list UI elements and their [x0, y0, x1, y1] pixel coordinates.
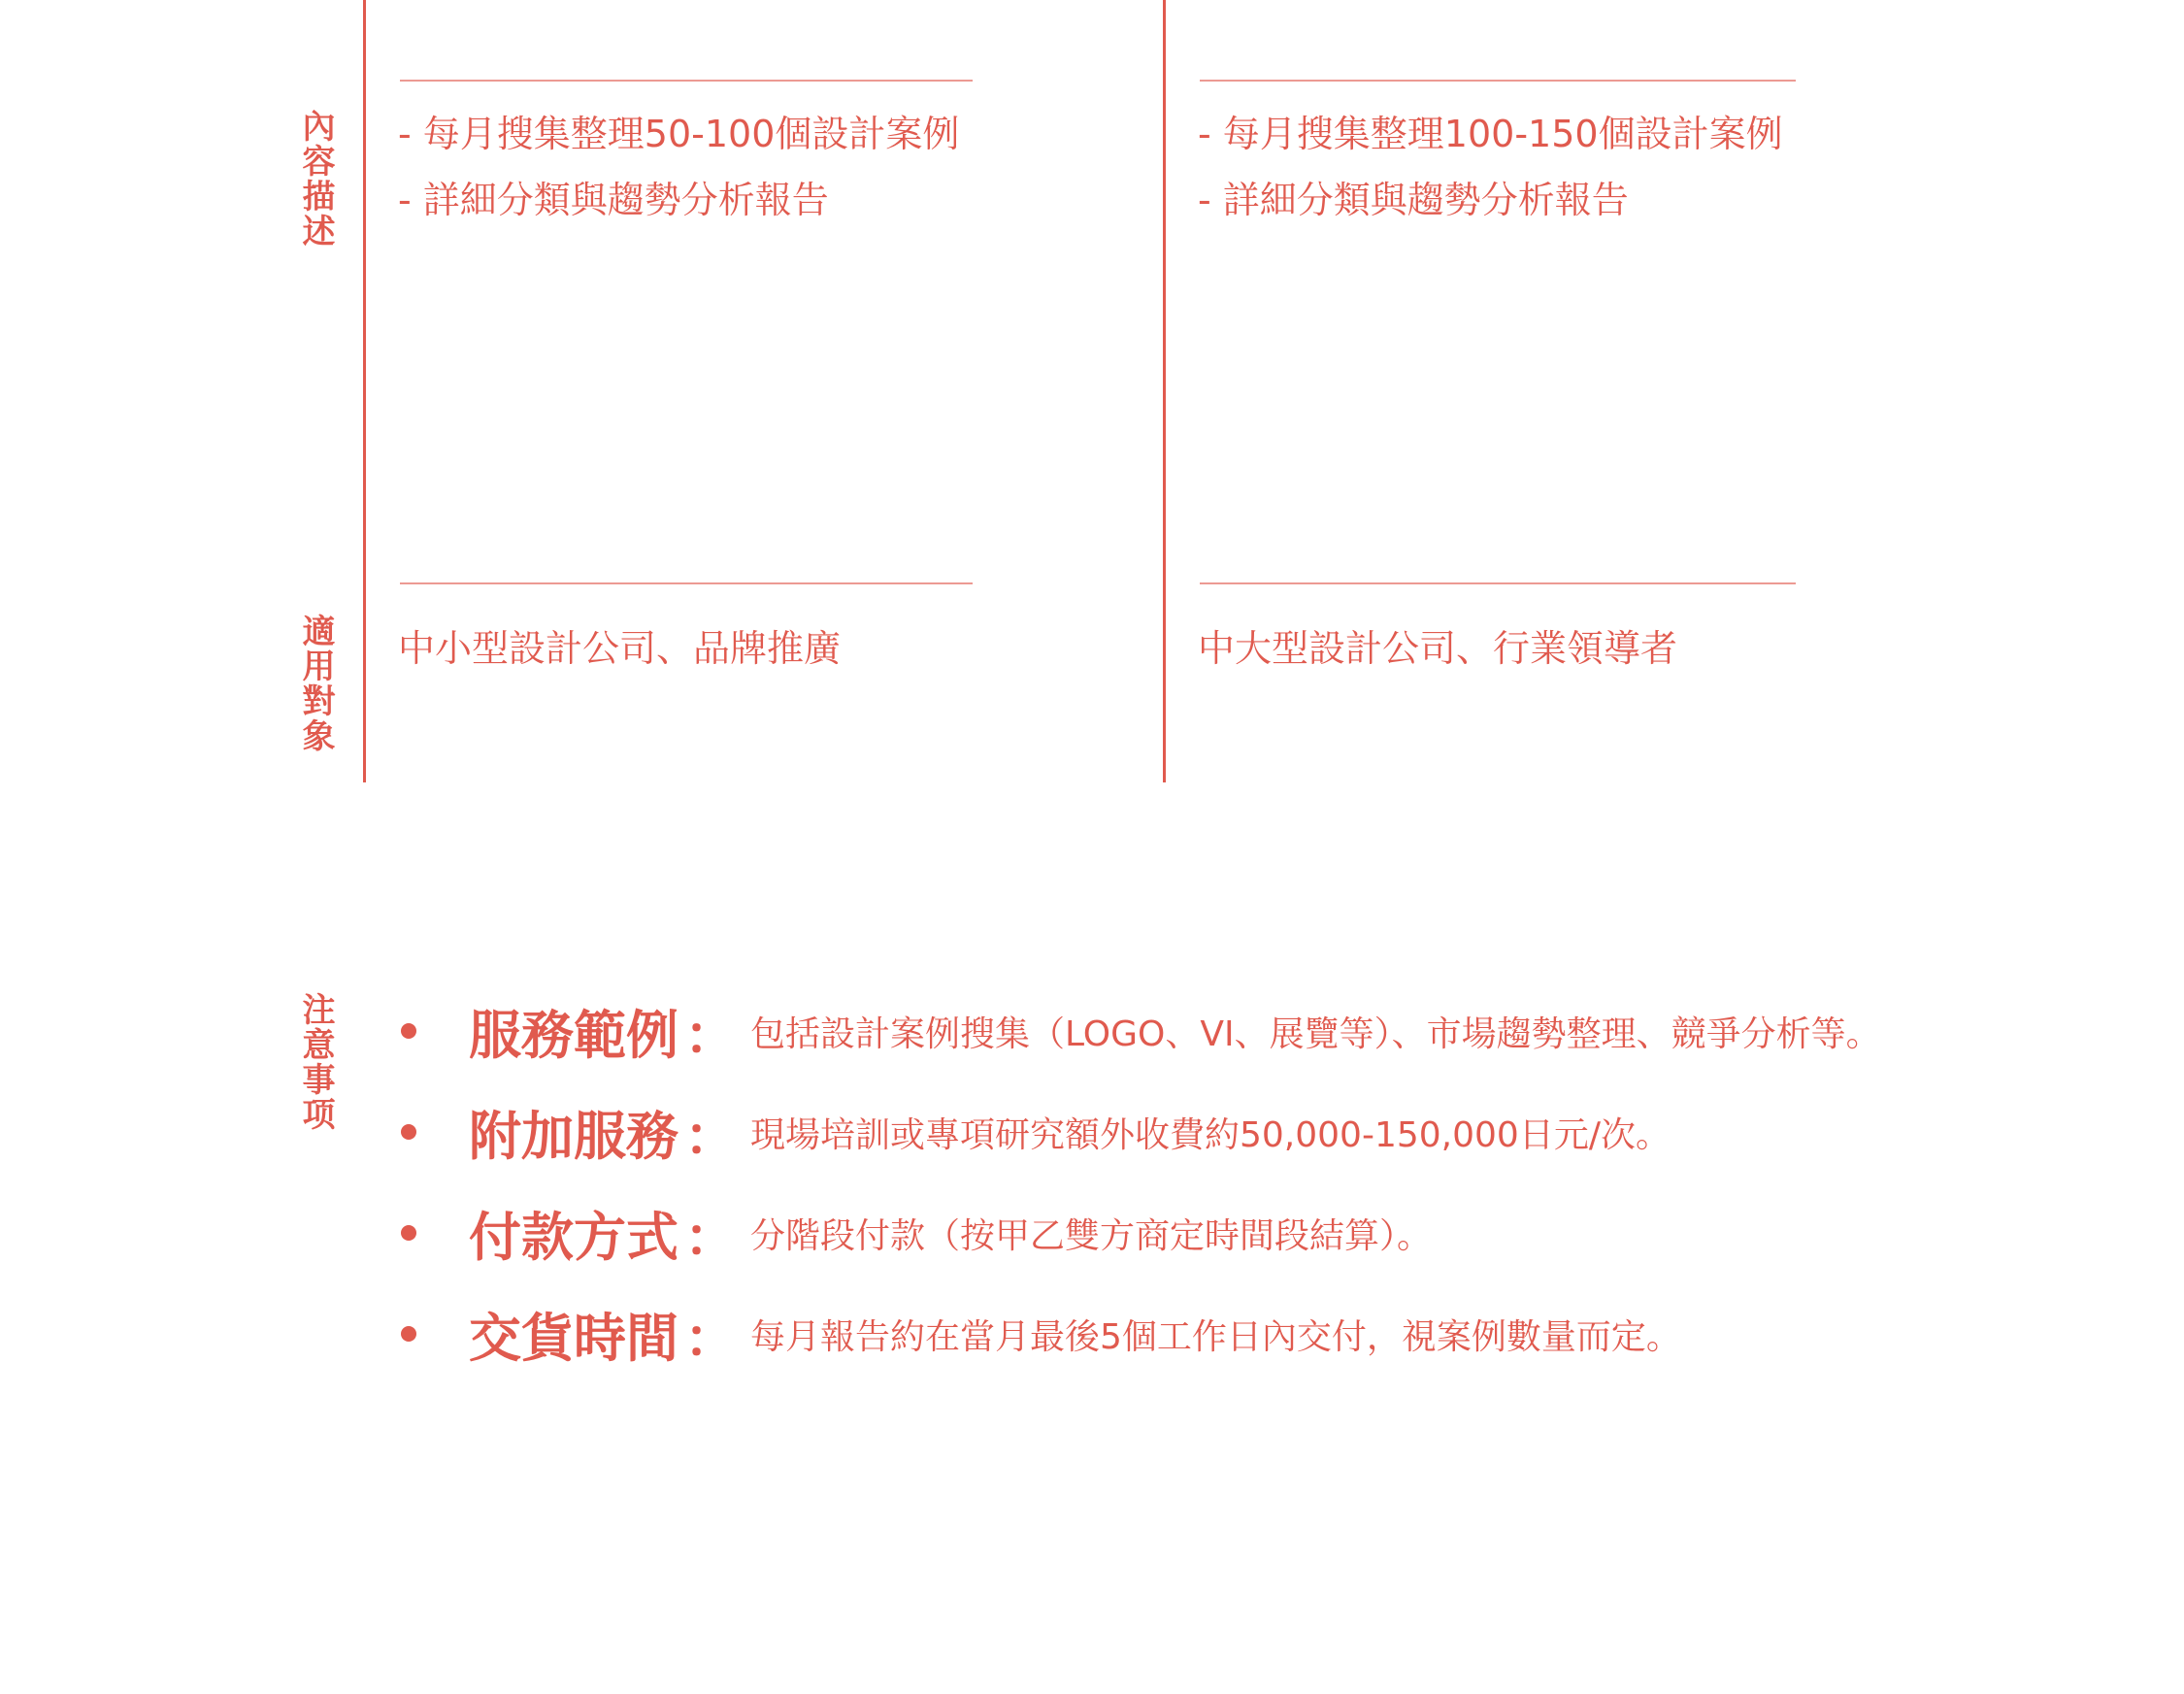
plan-1-description-list [398, 101, 959, 233]
note-text: 現場培訓或專項研究額外收費約50,000-150,000日元/次。 [750, 1114, 1671, 1155]
description-divider [400, 80, 973, 82]
notes-list [388, 980, 1881, 1384]
note-item-delivery-time [388, 1283, 1881, 1384]
note-item-additional-services [388, 1081, 1881, 1182]
note-item-payment-method [388, 1182, 1881, 1283]
bullet-icon [401, 1326, 416, 1342]
note-text: 包括設計案例搜集（LOGO、VI、展覽等）、市場趨勢整理、競爭分析等。 [750, 1013, 1881, 1054]
target-divider [400, 582, 973, 584]
note-colon: ： [684, 1307, 737, 1369]
column-divider-right [1163, 0, 1166, 782]
note-colon: ： [684, 1206, 737, 1268]
bullet-icon [401, 1023, 416, 1039]
target-divider [1200, 582, 1796, 584]
note-text: 每月報告約在當月最後5個工作日內交付，視案例數量而定。 [750, 1316, 1681, 1357]
plan-1-target-text: 中小型設計公司、品牌推廣 [398, 627, 842, 670]
note-title: 付款方式 [469, 1206, 678, 1268]
list-item: - 每月搜集整理100-150個設計案例 [1198, 113, 1783, 155]
note-colon: ： [684, 1105, 737, 1167]
note-item-service-examples [388, 980, 1881, 1081]
target-audience-label: 適用對象 [296, 614, 335, 753]
description-divider [1200, 80, 1796, 82]
note-title: 交貨時間 [469, 1307, 678, 1369]
list-item: - 詳細分類與趨勢分析報告 [1198, 179, 1629, 221]
plan-2-description-list [1198, 101, 1783, 233]
bullet-icon [401, 1124, 416, 1140]
notes-label: 注意事项 [296, 992, 335, 1132]
note-text: 分階段付款（按甲乙雙方商定時間段結算）。 [750, 1215, 1433, 1256]
note-title: 附加服務 [469, 1105, 678, 1167]
list-item: - 每月搜集整理50-100個設計案例 [398, 113, 960, 155]
note-colon: ： [684, 1004, 737, 1066]
content-description-label: 內容描述 [296, 109, 335, 249]
column-divider-left [363, 0, 366, 782]
note-title: 服務範例 [469, 1004, 678, 1066]
plan-2-target-text: 中大型設計公司、行業領導者 [1198, 627, 1678, 670]
list-item: - 詳細分類與趨勢分析報告 [398, 179, 829, 221]
bullet-icon [401, 1225, 416, 1241]
